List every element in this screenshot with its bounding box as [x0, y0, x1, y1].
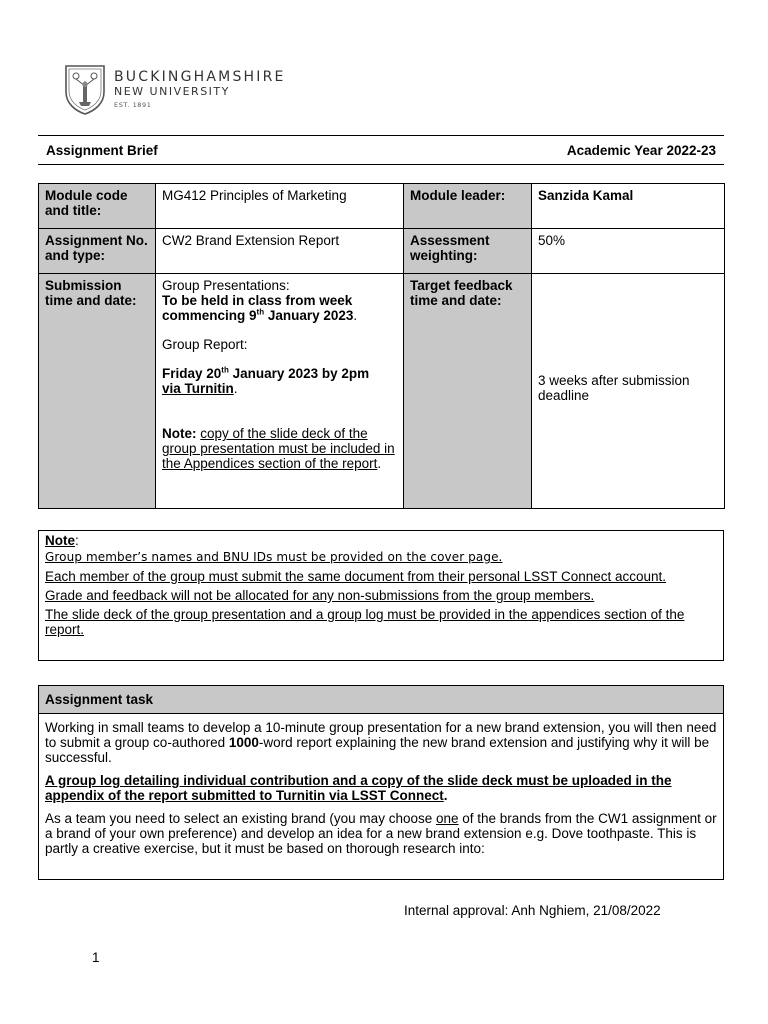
weighting-label: Assessment weighting:	[404, 229, 532, 274]
university-subtitle: NEW UNIVERSITY	[114, 85, 230, 98]
note-line-cover-page: Group member’s names and BNU IDs must be provided on the cover page.	[45, 550, 503, 564]
presentations-heading: Group Presentations:	[162, 278, 290, 293]
page-number: 1	[92, 950, 100, 965]
university-logo	[64, 64, 286, 116]
task-paragraph-2: A group log detailing individual contribution and a copy of the slide deck must be uploaded in the appendix of the report submitted to Turnitin via LSST Connect.	[45, 773, 672, 803]
crest-icon	[64, 64, 106, 116]
academic-year: Academic Year 2022-23	[566, 142, 716, 158]
slide-deck-note: Note: copy of the slide deck of the group presentation must be included in the Appendices section of the report.	[162, 426, 395, 471]
note-line-grading: Grade and feedback will not be allocated for any non-submissions from the group members.	[45, 588, 595, 603]
assignment-task-box	[38, 685, 724, 880]
feedback-cell	[532, 274, 725, 509]
task-paragraph-1: Working in small teams to develop a 10-minute group presentation for a new brand extension, you will then need to submit a group co-authored 1000-word report explaining the new brand extension and justifying why it will be successful.	[45, 720, 717, 765]
assignment-type-label: Assignment No. and type:	[39, 229, 156, 274]
assignment-task-heading: Assignment task	[39, 686, 723, 714]
note-line-submission: Each member of the group must submit the same document from their personal LSST Connect account.	[45, 569, 667, 584]
note-line-appendices: The slide deck of the group presentation and a group log must be provided in the appendices section of the report.	[45, 607, 685, 637]
note-box	[38, 530, 724, 661]
feedback-value: 3 weeks after submission deadline	[538, 373, 690, 403]
module-leader-value: Sanzida Kamal	[532, 184, 725, 229]
task-paragraph-3: As a team you need to select an existing brand (you may choose one of the brands from the CW1 assignment or a brand of your own preference) and develop an idea for a new brand extension e.g. Dove toothpaste. This is partly a creative exercise, but it must be based on thorough research into:	[45, 811, 717, 856]
submission-label: Submission time and date:	[39, 274, 156, 509]
assignment-type-value: CW2 Brand Extension Report	[156, 229, 404, 274]
note-title: Note:	[45, 533, 79, 548]
presentations-date: To be held in class from week commencing 9th January 2023.	[162, 293, 358, 323]
brief-header-bar	[38, 135, 724, 165]
report-heading: Group Report:	[162, 337, 248, 352]
report-deadline: Friday 20th January 2023 by 2pm via Turnitin.	[162, 365, 370, 396]
module-info-table	[38, 183, 725, 509]
assignment-brief-title: Assignment Brief	[46, 142, 158, 158]
internal-approval: Internal approval: Anh Nghiem, 21/08/2022	[404, 903, 661, 918]
university-name: BUCKINGHAMSHIRE	[114, 69, 286, 85]
established-year: EST. 1891	[114, 101, 152, 109]
module-code-value: MG412 Principles of Marketing	[156, 184, 404, 229]
submission-details	[156, 274, 404, 509]
module-code-label: Module code and title:	[39, 184, 156, 229]
module-leader-label: Module leader:	[404, 184, 532, 229]
feedback-label: Target feedback time and date:	[404, 274, 532, 509]
weighting-value: 50%	[532, 229, 725, 274]
